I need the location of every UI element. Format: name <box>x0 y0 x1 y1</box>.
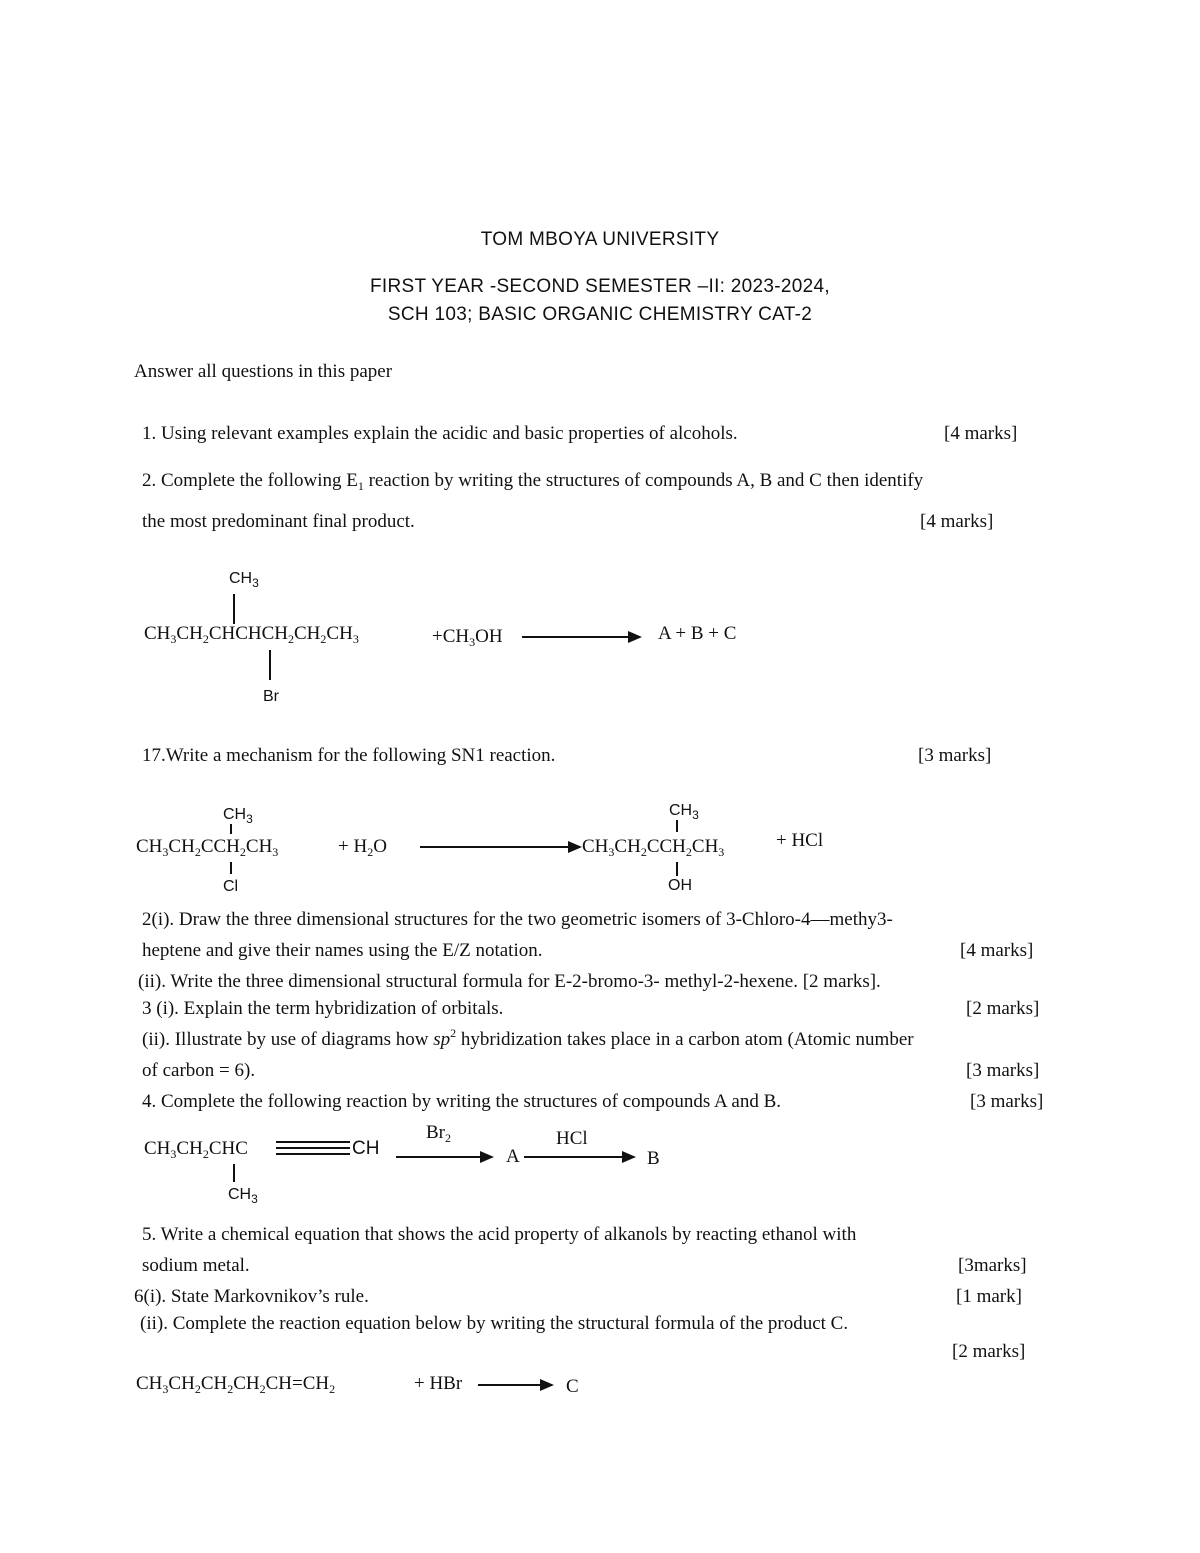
question-5-marks: [3marks] <box>958 1255 1027 1276</box>
question-4-marks: [3 marks] <box>970 1091 1044 1112</box>
question-3ii-marks: [3 marks] <box>966 1060 1040 1081</box>
question-1-marks: [4 marks] <box>944 423 1018 444</box>
question-3i: 3 (i). Explain the term hybridization of orbitals. <box>142 998 504 1019</box>
reaction2-bond-down-right <box>676 862 678 876</box>
question-1: 1. Using relevant examples explain the acidic and basic properties of alcohols. <box>142 423 738 444</box>
reaction3-br2: $Br_2$ <box>426 1122 451 1145</box>
reaction3-a: A <box>506 1146 520 1167</box>
reaction2-cl: Cl <box>223 878 239 895</box>
triple-bond-line-2 <box>276 1147 350 1149</box>
reaction2-product: $CH_3CH_2CCH_2CH_3$ <box>582 836 725 859</box>
reaction2-bond-down-left <box>230 862 232 874</box>
reaction3-arrow-1 <box>396 1156 492 1158</box>
reaction2-oh: OH <box>668 877 692 894</box>
reaction2-bond-up-left <box>230 824 232 834</box>
reaction3-ch3: $CH_3$ <box>228 1186 258 1206</box>
reaction2-substrate: $CH_3CH_2CCH_2CH_3$ <box>136 836 279 859</box>
question-5-line2: sodium metal. <box>142 1255 250 1276</box>
question-5-line1: 5. Write a chemical equation that shows the acid property of alkanols by reacting ethanol with <box>142 1224 857 1245</box>
reaction3-substrate: $CH_3CH_2CHC$ <box>144 1138 248 1161</box>
question-3ii-line1: (ii). Illustrate by use of diagrams how $sp^2$ hybridization takes place in a carbon atom (Atomic number <box>142 1026 914 1050</box>
question-2-marks: [4 marks] <box>920 511 994 532</box>
reaction3-ch: CH <box>352 1138 380 1159</box>
semester-line: FIRST YEAR -SECOND SEMESTER –II: 2023-2024, <box>370 276 830 297</box>
reaction1-br: Br <box>263 688 279 705</box>
reaction4-arrow <box>478 1384 552 1386</box>
question-6i-marks: [1 mark] <box>956 1286 1022 1307</box>
question-17-marks: [3 marks] <box>918 745 992 766</box>
question-2ii: (ii). Write the three dimensional structural formula for E-2-bromo-3- methyl-2-hexene. [2 marks]. <box>138 971 881 992</box>
question-6i: 6(i). State Markovnikov’s rule. <box>134 1286 369 1307</box>
question-4: 4. Complete the following reaction by writing the structures of compounds A and B. <box>142 1091 782 1112</box>
question-2-line2: the most predominant final product. <box>142 511 415 532</box>
question-17: 17.Write a mechanism for the following SN1 reaction. <box>142 745 556 766</box>
reaction1-products: A + B + C <box>658 623 737 644</box>
reaction1-bond-up <box>233 594 235 624</box>
instructions: Answer all questions in this paper <box>134 361 393 382</box>
reaction1-substrate: $CH_3CH_2CHCHCH_2CH_2CH_3$ <box>144 623 359 646</box>
reaction3-hcl: HCl <box>556 1128 588 1149</box>
course-title: SCH 103; BASIC ORGANIC CHEMISTRY CAT-2 <box>387 304 813 325</box>
reaction3-bond-down <box>233 1164 235 1182</box>
reaction4-product: C <box>566 1376 579 1397</box>
reaction2-hcl: + HCl <box>776 830 824 851</box>
university-name: TOM MBOYA UNIVERSITY <box>480 229 720 250</box>
question-2i-line2: heptene and give their names using the E/Z notation. <box>142 940 543 961</box>
reaction3-arrow-2 <box>524 1156 634 1158</box>
question-2i-marks: [4 marks] <box>960 940 1034 961</box>
reaction4-reagent: + HBr <box>414 1373 463 1394</box>
question-2-line1: 2. Complete the following $E_1$ reaction by writing the structures of compounds A, B and C then identify <box>142 470 924 493</box>
reaction2-bond-up-right <box>676 820 678 832</box>
reaction2-arrow <box>420 846 580 848</box>
question-6ii-marks: [2 marks] <box>952 1341 1026 1362</box>
reaction4-substrate: $CH_3CH_2CH_2CH_2CH=CH_2$ <box>136 1373 336 1396</box>
triple-bond-line-1 <box>276 1141 350 1143</box>
reaction1-ch3-branch: $CH_3$ <box>229 570 259 590</box>
reaction2-water: + $H_2O$ <box>338 836 387 859</box>
reaction1-reagent: $+CH_3OH$ <box>432 626 503 649</box>
question-2i-line1: 2(i). Draw the three dimensional structures for the two geometric isomers of 3-Chloro-4—methy3- <box>142 909 893 930</box>
question-3ii-line2: of carbon = 6). <box>142 1060 256 1081</box>
reaction2-ch3-left: $CH_3$ <box>223 806 253 826</box>
question-3i-marks: [2 marks] <box>966 998 1040 1019</box>
reaction1-arrow <box>522 636 640 638</box>
reaction3-b: B <box>647 1148 660 1169</box>
reaction2-ch3-right: $CH_3$ <box>669 802 699 822</box>
reaction1-bond-down <box>269 650 271 680</box>
triple-bond-line-3 <box>276 1153 350 1155</box>
question-6ii: (ii). Complete the reaction equation below by writing the structural formula of the product C. <box>140 1313 849 1334</box>
